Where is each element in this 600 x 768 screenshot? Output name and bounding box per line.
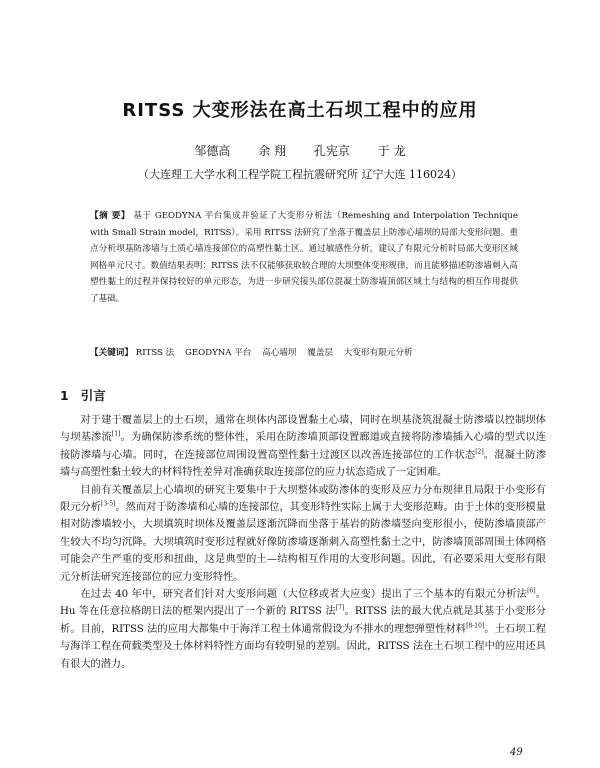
abstract bbox=[90, 208, 518, 308]
paragraph bbox=[60, 412, 546, 482]
text-run: 对于建于覆盖层上的土石坝，通常在坝体内部设置黏土心墙，同时在坝基浇筑混凝土防渗墙以控制坝体与坝基渗流 bbox=[60, 415, 546, 444]
keywords bbox=[90, 346, 518, 360]
citation: [8-10] bbox=[466, 622, 485, 630]
author: 于 龙 bbox=[377, 144, 406, 158]
keyword: 覆盖层 bbox=[307, 348, 334, 358]
text-run: 。为确保防渗系统的整体性，采用在防渗墙顶部设置廊道或直接将防渗墙插入心墙的型式以连接防渗墙与心墙。同时，在连接部位周围设置高塑性黏土过渡区以改善连接部位的工作状态 bbox=[60, 432, 546, 461]
citation: [7] bbox=[335, 605, 345, 613]
body-text bbox=[60, 412, 546, 673]
abstract-label: 【摘 要】 bbox=[90, 211, 131, 221]
paragraph bbox=[60, 586, 546, 673]
author: 孔宪京 bbox=[313, 144, 350, 158]
paper-title: RITSS 大变形法在高土石坝工程中的应用 bbox=[122, 100, 478, 121]
keyword: 大变形有限元分析 bbox=[343, 348, 413, 358]
author: 邹德高 bbox=[194, 144, 231, 158]
citation: [3-5] bbox=[101, 500, 116, 508]
text-run: 目前有关覆盖层上心墙坝的研究主要集中于大坝整体或防渗体的变形及应力分布规律且局限于小变形有限元分析 bbox=[60, 484, 546, 514]
citation: [6] bbox=[527, 587, 536, 595]
text-run: 。RITSS 法的最大优点就是其基于小变形分析。目前，RITSS 法的应用大都集中于海洋工程土体通常假设为不排水的理想弹塑性材料 bbox=[60, 606, 546, 635]
citation: [1] bbox=[111, 431, 121, 439]
text-run: 在过去 40 年中，研究者们针对大变形问题（大位移或者大应变）提出了三个基本的有限元分析法 bbox=[80, 589, 528, 601]
author-list bbox=[0, 142, 600, 159]
keywords-label: 【关键词】 bbox=[90, 348, 133, 358]
text-run: 。然而对于防渗墙和心墙的连接部位，其变形特性实际上属于大变形范畴。由于土体的变形模量相对防渗墙较小，大坝填筑时坝体及覆盖层逐渐沉降而坐落于基岩的防渗墙竖向变形很小，使防渗墙顶部产生较大不均匀沉降。大坝填筑时变形过程就好像防渗墙逐渐刺入高塑性黏土之中，防渗墙顶部周围土体网格可能会产生严重的变形和扭曲，这是典型的土—结构相互作用的大变形问题。因此，有必要采用大变形有限元分析法研究连接部位的应力变形特性。 bbox=[60, 502, 546, 583]
section-number: 1 bbox=[60, 388, 69, 403]
affiliation: （大连理工大学水利工程学院工程抗震研究所 辽宁大连 116024） bbox=[138, 168, 462, 181]
page-number: 49 bbox=[510, 747, 523, 758]
keyword: RITSS 法 bbox=[135, 348, 175, 358]
abstract-text: 基于 GEODYNA 平台集成并验证了大变形分析法（Remeshing and Interpolation Technique with Small Strain model，RITSS）。采用 RITSS 法研究了坐落于覆盖层上防渗心墙坝的局部大变形问题。重点分析坝基防渗墙与土质心墙连接部位的高塑性黏土区。通过敏感性分析，建议了有限元分析时局部大变形区域网格单元尺寸。数值结果表明：RITSS 法不仅能够获取较合理的大坝整体变形规律，而且能够描述防渗墙刺入高塑性黏土的过程并保持较好的单元形态，为进一步研究接头部位混凝土防渗墙顶部区域土与结构的相互作用提供了基础。 bbox=[90, 211, 519, 304]
author: 余 翔 bbox=[258, 144, 287, 158]
text-run: 。混凝土防渗墙与高塑性黏土较大的材料特性差异对准确获取连接部位的应力状态造成了一定困难。 bbox=[60, 449, 547, 479]
text-run: 。Hu 等在任意拉格朗日法的框架内提出了一个新的 RITSS 法 bbox=[60, 589, 547, 618]
section-title: 引言 bbox=[80, 388, 106, 403]
keyword: 高心墙坝 bbox=[262, 348, 297, 358]
paragraph bbox=[60, 482, 546, 586]
citation: [2] bbox=[475, 448, 484, 456]
keyword: GEODYNA 平台 bbox=[185, 348, 252, 358]
section-heading bbox=[60, 386, 106, 404]
text-run: 。土石坝工程与海洋工程在荷载类型及土体材料特性方面均有较明显的差别。因此，RITSS 法在土石坝工程中的应用还具有很大的潜力。 bbox=[60, 623, 546, 670]
